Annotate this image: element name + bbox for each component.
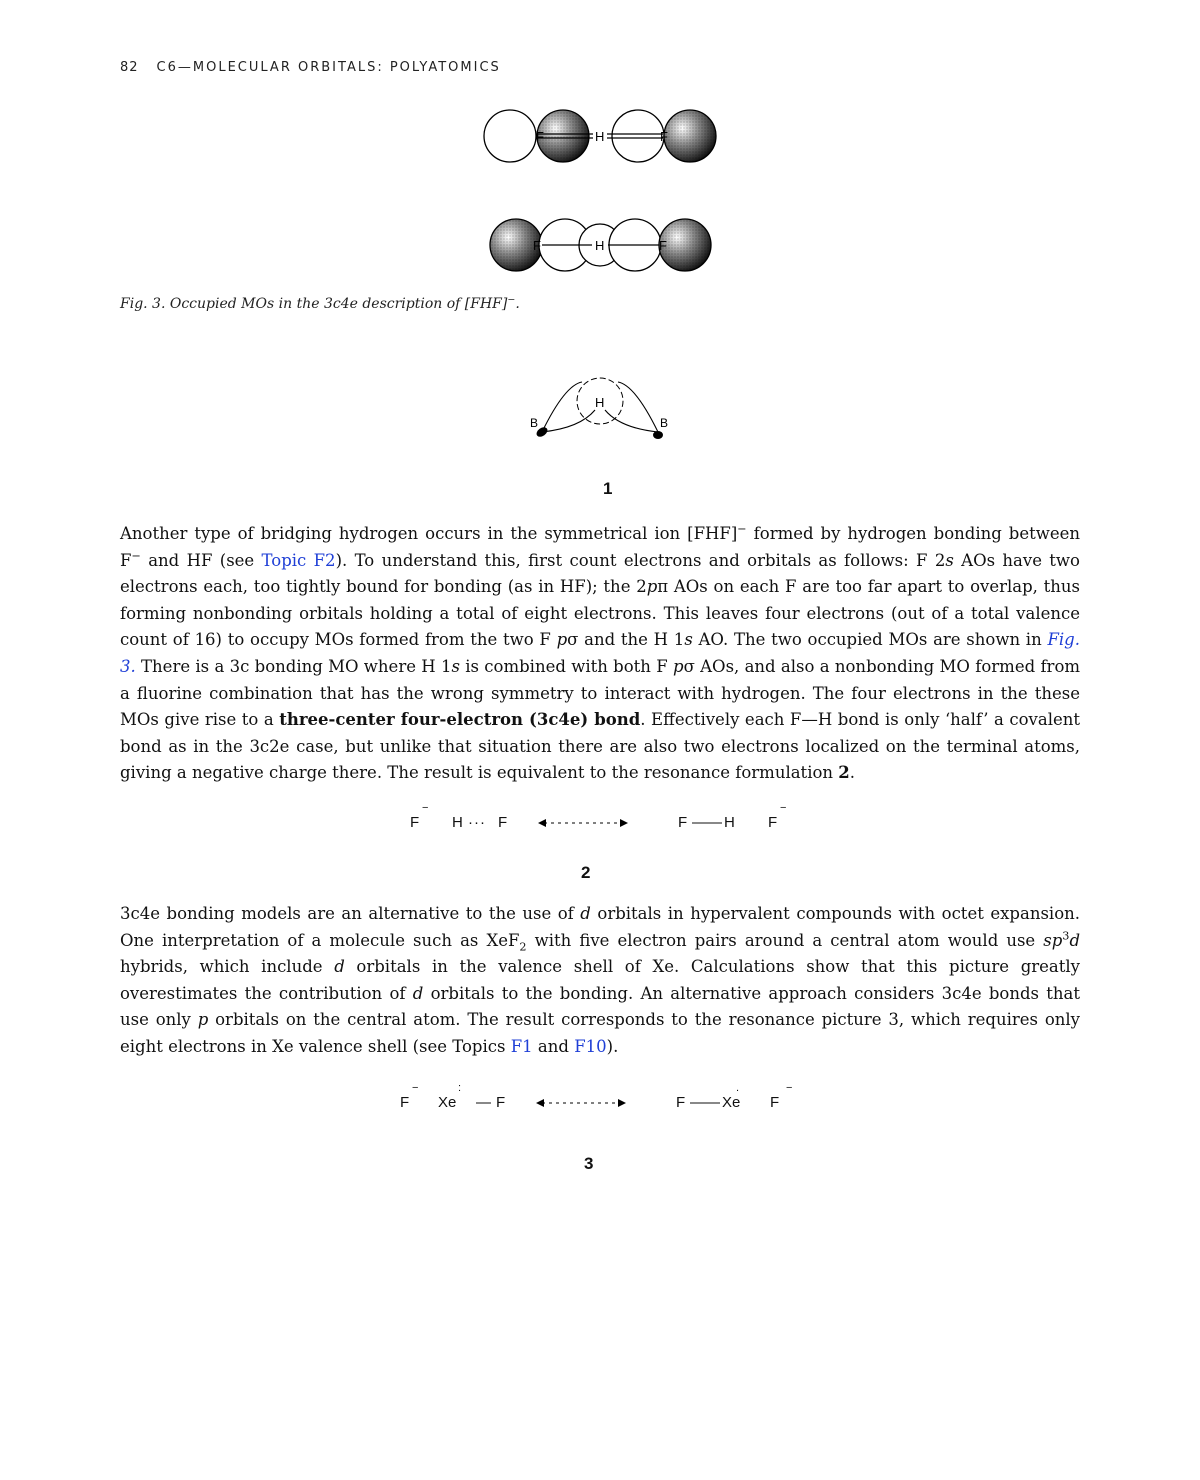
atom-label-f: F — [659, 238, 667, 253]
nonbonding-mo — [484, 110, 716, 162]
structure-1-bridge — [520, 370, 680, 450]
figure-caption: Fig. 3. Occupied MOs in the 3c4e description of [FHF]−. — [120, 294, 520, 312]
topic-f2-link[interactable]: Topic F2 — [261, 550, 336, 570]
atom-label-b: B — [530, 416, 539, 430]
running-head — [120, 60, 501, 75]
atom-label-f: F — [660, 129, 668, 144]
topic-f10-link[interactable]: F10 — [574, 1036, 607, 1056]
atom-label-h: H — [595, 129, 605, 144]
topic-f1-link[interactable]: F1 — [510, 1036, 533, 1056]
fig3-link[interactable]: Fig. 3. — [120, 630, 1080, 676]
resonance-arrow — [538, 816, 628, 830]
figure-3-orbitals — [470, 100, 740, 285]
atom-label-h: H — [595, 238, 605, 253]
key-term: three-center four-electron (3c4e) bond — [279, 710, 641, 730]
resonance-arrow — [536, 1096, 626, 1110]
structure-number: 3 — [584, 1154, 594, 1173]
structure-number: 2 — [581, 863, 591, 882]
structure-number: 1 — [603, 479, 613, 498]
running-title: C6—MOLECULAR ORBITALS: POLYATOMICS — [156, 60, 501, 75]
resonance-structure-3: F − Xe : — F F —— Xe . F − — [400, 1082, 793, 1111]
page-number: 82 — [120, 60, 139, 75]
resonance-structure-2: F − H ··· F F —— H F − — [410, 802, 787, 831]
atom-label-b: B — [660, 416, 669, 430]
bonding-mo — [490, 219, 711, 271]
atom-label-f: F — [536, 129, 544, 144]
atom-label-h: H — [595, 395, 605, 410]
body-paragraph: Another type of bridging hydrogen occurs in the symmetrical ion [FHF]− formed by hydrogen bonding between F− and HF (see Topic F2). To understand this, first count electrons and orbitals as follows: F 2s AOs have two electrons each, too tightly bound for bonding (as in HF); the 2pπ AOs on each F are too far apart to overlap, thus forming nonbonding orbitals holding a total of eight electrons. This leaves four electrons (out of a total valence count of 16) to occupy MOs formed from the two F pσ and the H 1s AO. The two occupied MOs are shown in Fig. 3. There is a 3c bonding MO where H 1s is combined with both F pσ AOs, and also a nonbonding MO formed from a fluorine combination that has the wrong symmetry to interact with hydrogen. The four electrons in the these MOs give rise to a three-center four-electron (3c4e) bond. Effectively each F—H bond is only ‘half’ a covalent bond as in the 3c2e case, but unlike that situation there are also two electrons localized on the terminal atoms, giving a negative charge there. The result is equivalent to the resonance formulation 2. — [120, 522, 1081, 783]
atom-label-f: F — [533, 238, 541, 253]
body-paragraph: 3c4e bonding models are an alternative to the use of d orbitals in hypervalent compounds with octet expansion. One interpretation of a molecule such as XeF$_2$ with five electron pairs around a central atom would use $sp^3d$ hybrids, which include d orbitals in the valence shell of Xe. Calculations show that this picture greatly overestimates the contribution of d orbitals to the bonding. An alternative approach considers 3c4e bonds that use only p orbitals on the central atom. The result corresponds to the resonance picture 3, which requires only eight electrons in Xe valence shell (see Topics F1 and F10). — [120, 904, 1080, 1056]
